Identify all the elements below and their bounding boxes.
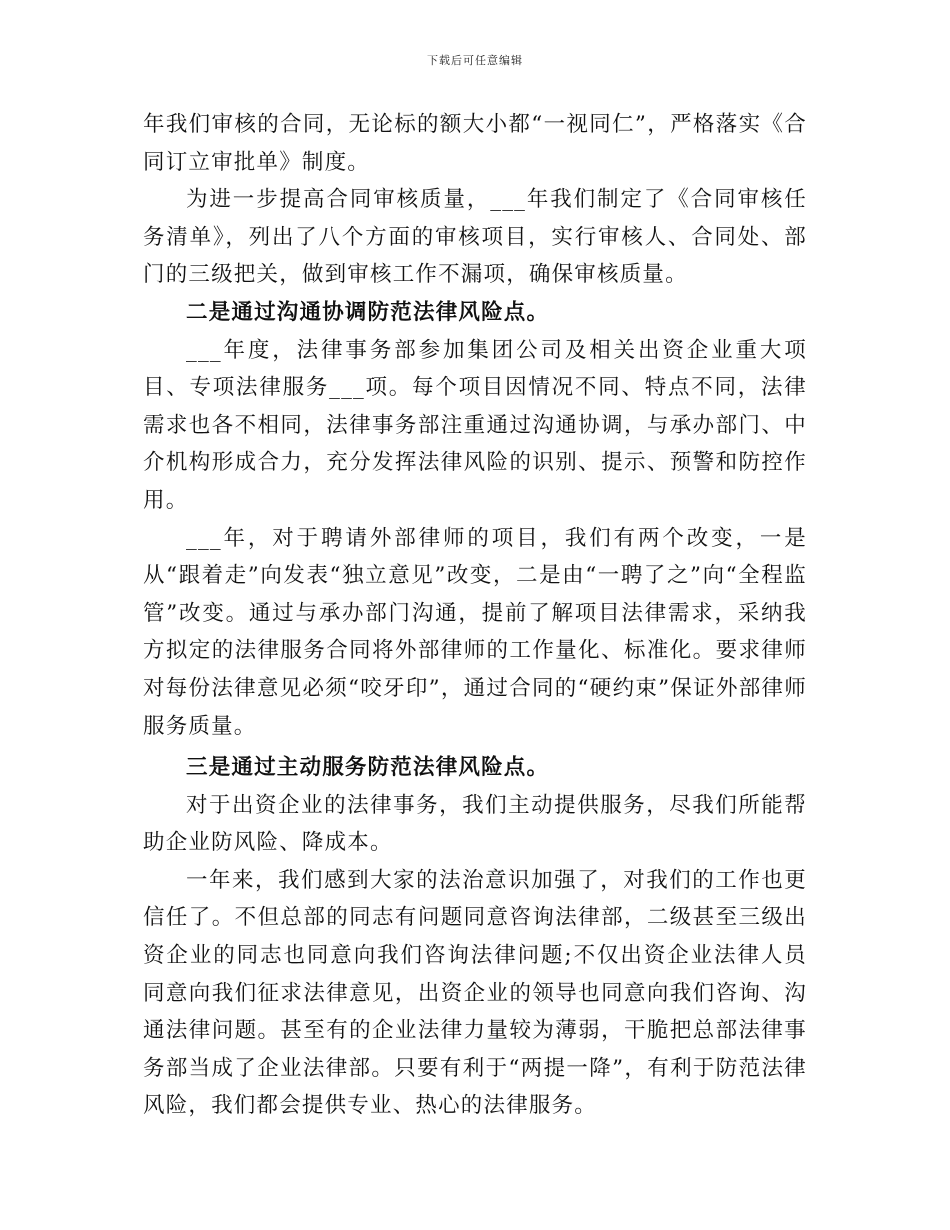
paragraph-legal-services: ___年度，法律事务部参加集团公司及相关出资企业重大项目、专项法律服务___项。每个项目因情况不同、特点不同，法律需求也各不相同，法律事务部注重通过沟通协调，与承办部门、中介机构形成合力，充分发挥法律风险的识别、提示、预警和防控作用。 [143, 337, 807, 513]
paragraph-proactive-service: 对于出资企业的法律事务，我们主动提供服务，尽我们所能帮助企业防风险、降成本。 [143, 792, 807, 856]
paragraph-external-lawyers: ___年，对于聘请外部律师的项目，我们有两个改变，一是从“跟着走”向发表“独立意见”改变，二是由“一聘了之”向“全程监管”改变。通过与承办部门沟通，提前了解项目法律需求，采纳我方拟定的法律服务合同将外部律师的工作量化、标准化。要求律师对每份法律意见必须“咬牙印”，通过合同的“硬约束”保证外部律师服务质量。 [143, 525, 807, 739]
paragraph-contract-review-continued: 年我们审核的合同，无论标的额大小都“一视同仁”，严格落实《合同订立审批单》制度。 [143, 112, 807, 175]
paragraph-legal-awareness: 一年来，我们感到大家的法治意识加强了，对我们的工作也更信任了。不但总部的同志有问题同意咨询法律部，二级甚至三级出资企业的同志也同意向我们咨询法律问题;不仅出资企业法律人员同意向我们征求法律意见，出资企业的领导也同意向我们咨询、沟通法律问题。甚至有的企业法律力量较为薄弱，干脆把总部法律事务部当成了企业法律部。只要有利于“两提一降”，有利于防范法律风险，我们都会提供专业、热心的法律服务。 [143, 867, 807, 1119]
section-heading-proactive-service: 三是通过主动服务防范法律风险点。 [186, 755, 550, 781]
page-header: 下载后可任意编辑 [427, 54, 523, 67]
document-body [143, 106, 807, 1125]
section-heading-communication: 二是通过沟通协调防范法律风险点。 [186, 299, 550, 325]
paragraph-review-checklist: 为进一步提高合同审核质量，___年我们制定了《合同审核任务清单》，列出了八个方面的审核项目，实行审核人、合同处、部门的三级把关，做到审核工作不漏项，确保审核质量。 [143, 187, 807, 288]
